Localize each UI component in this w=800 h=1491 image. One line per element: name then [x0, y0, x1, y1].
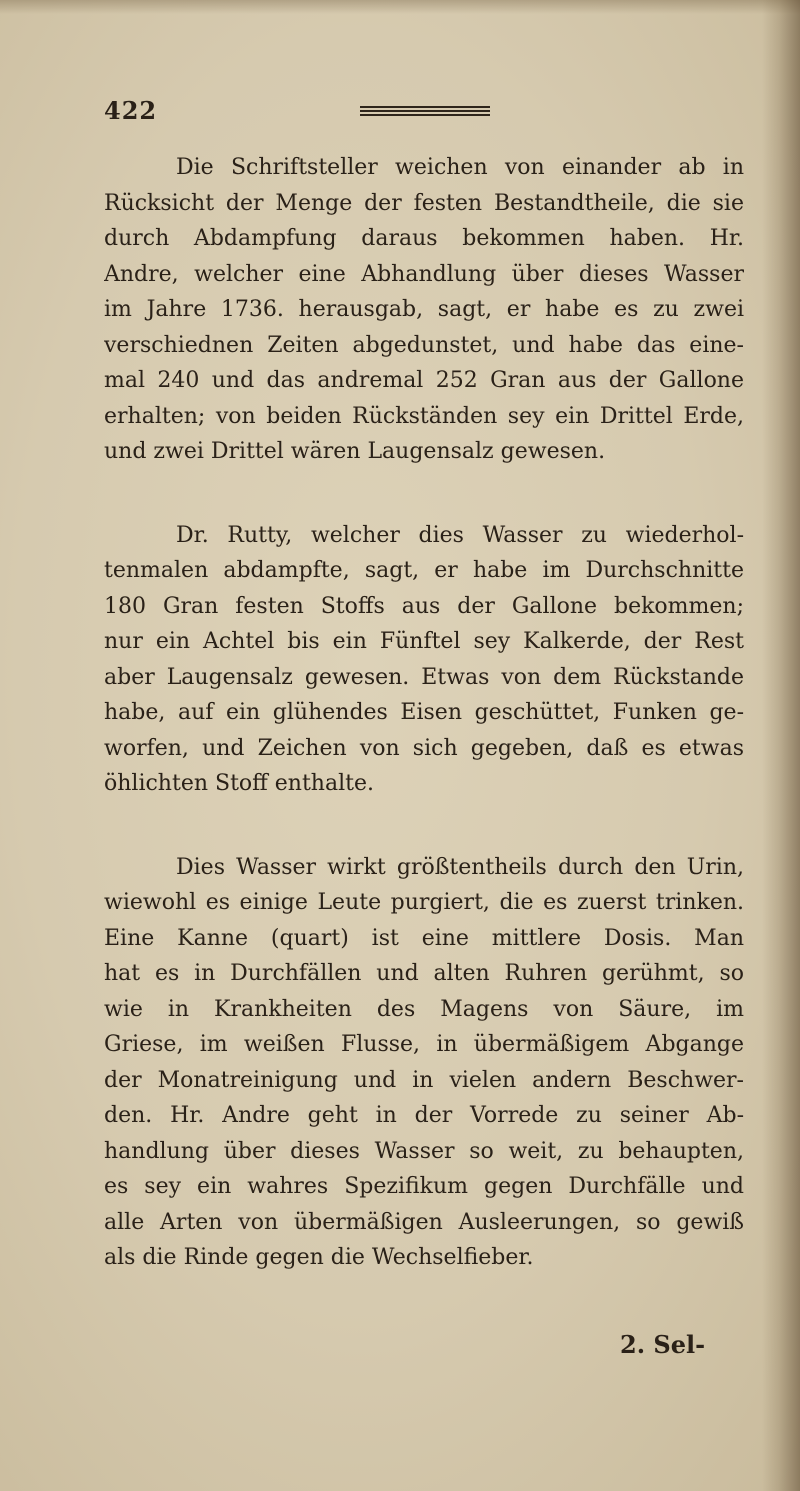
text-line: durch Abdampfung daraus bekommen haben. Hr.: [104, 226, 744, 251]
text-line: Dies Wasser wirkt größtentheils durch den Urin,: [176, 854, 744, 880]
text-line: als die Rinde gegen die Wechselfieber.: [104, 1245, 534, 1270]
text-line: handlung über dieses Wasser so weit, zu behaupten,: [104, 1138, 744, 1164]
text-line: worfen, und Zeichen von sich gegeben, daß es etwas: [104, 735, 744, 761]
text-line: mal 240 und das andremal 252 Gran aus der Gallone: [104, 368, 744, 393]
text-line: verschiednen Zeiten abgedunstet, und habe das eine-: [104, 332, 744, 358]
text-line: den. Hr. Andre geht in der Vorrede zu seiner Ab-: [104, 1103, 744, 1128]
text-line: hat es in Durchfällen und alten Ruhren gerühmt, so: [104, 961, 744, 986]
page-number: 422: [104, 96, 158, 125]
text-line: habe, auf ein glühendes Eisen geschüttet, Funken ge-: [104, 700, 744, 725]
text-line: tenmalen abdampfte, sagt, er habe im Durchschnitte: [104, 558, 744, 583]
paragraph: [104, 850, 744, 1276]
paragraph: [104, 518, 744, 802]
text-line: alle Arten von übermäßigen Ausleerungen, so gewiß: [104, 1209, 744, 1235]
page-gutter-shadow: [762, 0, 800, 1491]
text-line: und zwei Drittel wären Laugensalz gewesen.: [104, 439, 606, 464]
header-rule: [360, 106, 490, 115]
text-line: öhlichten Stoff enthalte.: [104, 771, 374, 796]
catchword: 2. Sel-: [620, 1330, 706, 1359]
text-line: Eine Kanne (quart) ist eine mittlere Dosis. Man: [104, 925, 744, 951]
text-line: wiewohl es einige Leute purgiert, die es zuerst trinken.: [104, 890, 744, 915]
text-line: erhalten; von beiden Rückständen sey ein Drittel Erde,: [104, 403, 744, 429]
text-line: aber Laugensalz gewesen. Etwas von dem Rückstande: [104, 664, 744, 690]
page-header: [104, 96, 744, 126]
text-line: im Jahre 1736. herausgab, sagt, er habe es zu zwei: [104, 297, 744, 322]
text-line: Dr. Rutty, welcher dies Wasser zu wiederhol-: [176, 522, 744, 548]
text-line: nur ein Achtel bis ein Fünftel sey Kalkerde, der Rest: [104, 629, 744, 654]
text-line: wie in Krankheiten des Magens von Säure, im: [104, 996, 744, 1022]
text-line: Rücksicht der Menge der festen Bestandtheile, die sie: [104, 190, 744, 216]
text-line: der Monatreinigung und in vielen andern Beschwer-: [104, 1067, 744, 1093]
paragraph: [104, 150, 744, 470]
text-line: 180 Gran festen Stoffs aus der Gallone bekommen;: [104, 593, 744, 619]
text-line: Die Schriftsteller weichen von einander ab in: [176, 155, 744, 180]
text-line: Andre, welcher eine Abhandlung über dieses Wasser: [104, 261, 744, 287]
text-line: Griese, im weißen Flusse, in übermäßigem Abgange: [104, 1032, 744, 1057]
text-line: es sey ein wahres Spezifikum gegen Durchfälle und: [104, 1174, 744, 1199]
page-top-shadow: [0, 0, 800, 14]
body-text: [104, 150, 744, 1324]
